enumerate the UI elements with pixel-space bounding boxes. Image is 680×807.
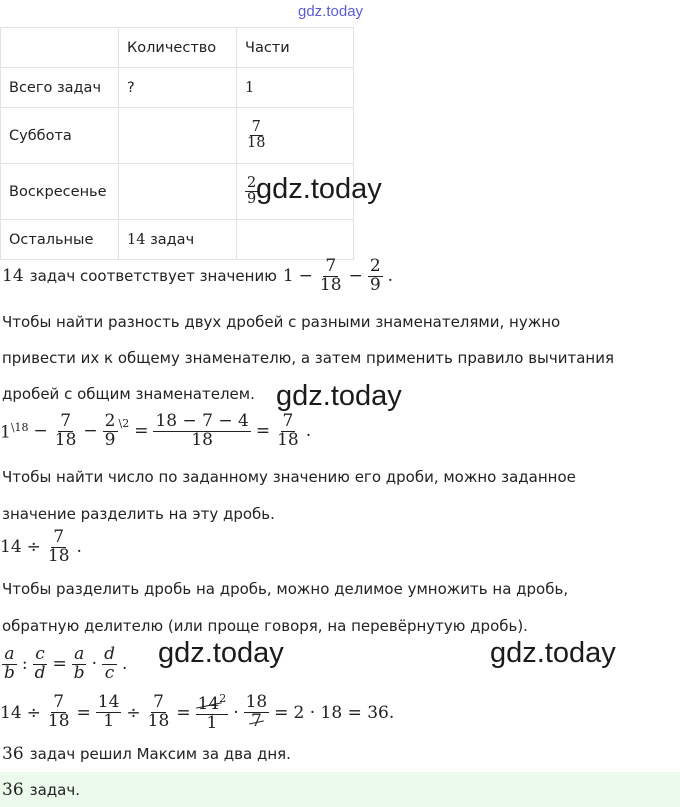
- period: .: [121, 654, 128, 675]
- expression: [283, 258, 393, 295]
- fraction-den: d: [34, 662, 46, 683]
- watermark-top: gdz.today: [298, 3, 364, 20]
- fraction: [46, 694, 72, 731]
- divide-sign: ÷: [26, 537, 41, 558]
- equals-sign: =: [255, 421, 271, 442]
- row-label: Воскресенье: [1, 164, 119, 220]
- fraction: [53, 413, 79, 450]
- paragraph-line: Чтобы разделить дробь на дробь, можно делимое умножить на дробь,: [2, 580, 569, 598]
- divide-sign: ÷: [126, 702, 141, 723]
- period: .: [387, 266, 394, 287]
- fraction-num: 18 − 7 − 4: [155, 411, 249, 431]
- statement-text: задач соответствует значению: [29, 267, 277, 286]
- fraction: [96, 694, 122, 731]
- table-header-cell: Части: [237, 28, 354, 68]
- fraction-den: [249, 713, 264, 731]
- fraction: [153, 413, 250, 450]
- row-qty: [119, 164, 237, 220]
- fraction-den: 18: [47, 545, 70, 566]
- qty-unit: задач: [150, 231, 195, 248]
- row-label: Остальные: [1, 220, 119, 260]
- equals-sign: =: [176, 702, 191, 723]
- fraction-num: a: [74, 644, 85, 664]
- fraction: [318, 258, 344, 295]
- math-value: 1: [0, 422, 11, 443]
- equation-subtraction: [0, 413, 311, 450]
- paragraph-line: значение разделить на эту дробь.: [2, 505, 275, 523]
- number: 14: [2, 266, 24, 287]
- paragraph-line: Чтобы найти разность двух дробей с разными знаменателями, нужно: [2, 313, 561, 331]
- fraction-num: 7: [282, 411, 294, 431]
- math-term: 14: [0, 537, 22, 558]
- equals-sign: =: [134, 421, 149, 442]
- answer-box: [0, 772, 680, 807]
- fraction: [245, 120, 267, 151]
- fraction: [244, 694, 270, 731]
- cancelled-number: 14: [197, 693, 220, 714]
- paragraph-line: Чтобы найти число по заданному значению его дроби, можно заданное: [2, 468, 576, 486]
- fraction-num: 7: [325, 256, 337, 276]
- period: .: [76, 537, 82, 558]
- watermark: gdz.today: [158, 637, 284, 669]
- paragraph-line: дробей с общим знаменателем.: [2, 385, 255, 403]
- fraction-num: c: [35, 644, 45, 664]
- math-term: 14: [0, 702, 22, 723]
- minus-sign: −: [33, 421, 48, 442]
- fraction-num: a: [4, 644, 15, 664]
- fraction: [33, 646, 48, 683]
- math-term: [0, 421, 29, 443]
- period: .: [305, 421, 312, 442]
- fraction: [196, 693, 229, 732]
- row-qty: ?: [119, 68, 237, 108]
- fraction-num: 7: [60, 411, 72, 431]
- dot-sign: ·: [91, 654, 98, 675]
- fraction: [2, 646, 17, 683]
- answer-line: [2, 780, 80, 800]
- number: 36: [2, 744, 24, 764]
- equals-sign: =: [76, 702, 91, 723]
- fraction-den: b: [4, 662, 15, 683]
- fraction-num: 2: [247, 174, 257, 191]
- equals-sign: =: [52, 654, 67, 675]
- fraction-num: 14: [97, 692, 120, 713]
- fraction-num: 7: [53, 692, 65, 713]
- table-row: [1, 220, 354, 260]
- fraction: [368, 258, 383, 295]
- row-qty: [119, 108, 237, 164]
- fraction-den: 9: [104, 429, 116, 450]
- math-term: 1: [282, 266, 294, 287]
- watermark: gdz.today: [490, 637, 616, 669]
- fraction: [103, 413, 118, 450]
- divide-sign: ÷: [26, 702, 41, 723]
- row-qty: [119, 220, 237, 260]
- colon-sign: :: [21, 654, 28, 675]
- table-row: [1, 108, 354, 164]
- row-label: Всего задач: [1, 68, 119, 108]
- fraction-den: 1: [103, 711, 115, 732]
- row-part: 1: [237, 68, 354, 108]
- fraction-num: d: [104, 644, 115, 664]
- fraction: [72, 646, 87, 683]
- equation-rule: [2, 646, 127, 683]
- row-part: [237, 220, 354, 260]
- fraction-den: 18: [191, 429, 213, 450]
- result-line: [2, 744, 291, 764]
- fraction-den: 18: [319, 274, 342, 295]
- table-row: [1, 68, 354, 108]
- equation-solution: [0, 693, 394, 732]
- watermark: gdz.today: [276, 380, 402, 412]
- answer-text: задач.: [29, 781, 81, 799]
- math-term: 2 · 18 = 36.: [293, 702, 395, 723]
- fraction-num: 7: [153, 692, 164, 713]
- minus-sign: −: [298, 266, 313, 287]
- multiplier-superscript: \18: [10, 420, 29, 434]
- data-table: [0, 27, 354, 260]
- fraction-num: [196, 693, 229, 715]
- watermark: gdz.today: [256, 173, 382, 205]
- fraction-num: 2: [104, 411, 116, 431]
- fraction-den: 18: [247, 135, 266, 151]
- fraction-den: 9: [369, 274, 381, 295]
- reduced-value: 2: [219, 692, 227, 705]
- minus-sign: −: [348, 266, 363, 287]
- paragraph-line: обратную делителю (или проще говоря, на перевёрнутую дробь).: [2, 617, 528, 635]
- paragraph-line: привести их к общему знаменателю, а затем применить правило вычитания: [2, 349, 614, 367]
- fraction-num: 2: [369, 256, 381, 276]
- fraction-num: 7: [53, 527, 65, 547]
- fraction: [102, 646, 117, 683]
- fraction-den: c: [104, 662, 115, 683]
- fraction: [146, 694, 172, 731]
- fraction-den: 18: [54, 429, 77, 450]
- fraction-num: 18: [245, 692, 268, 713]
- fraction-num: 7: [251, 118, 261, 135]
- fraction-den: 18: [47, 711, 70, 732]
- number: 36: [2, 780, 24, 800]
- multiplier-superscript: \2: [118, 416, 130, 430]
- minus-sign: −: [83, 421, 98, 442]
- equation-division: [0, 529, 82, 566]
- table-header-cell: Количество: [119, 28, 237, 68]
- fraction: [46, 529, 72, 566]
- fraction-den: 18: [277, 429, 299, 450]
- fraction-den: b: [73, 662, 85, 683]
- fraction-den: 9: [247, 191, 257, 207]
- dot-sign: ·: [233, 702, 239, 723]
- row-part: [237, 108, 354, 164]
- fraction-den: 1: [206, 712, 218, 733]
- table-header-row: [1, 28, 354, 68]
- fraction-den: 18: [147, 711, 170, 732]
- equals-sign: =: [274, 702, 289, 723]
- cancelled-number: 7: [251, 711, 262, 732]
- qty-number: 14: [127, 231, 146, 248]
- fraction: [275, 413, 301, 450]
- row-label: Суббота: [1, 108, 119, 164]
- result-text: задач решил Максим за два дня.: [29, 745, 291, 763]
- table-header-cell: [1, 28, 119, 68]
- statement-line: [2, 258, 393, 295]
